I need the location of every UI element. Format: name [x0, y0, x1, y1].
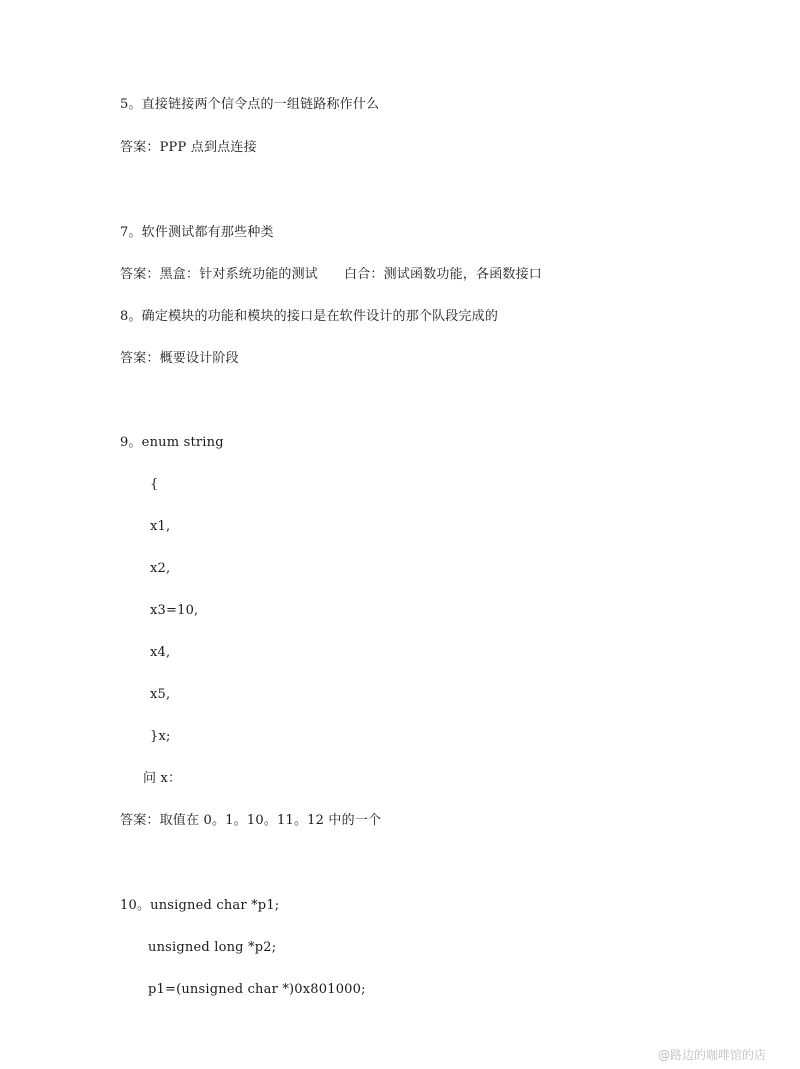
code-line: x2,	[150, 561, 171, 576]
question-9: 9。enum string	[120, 435, 224, 450]
answer-5: 答案：PPP 点到点连接	[120, 140, 257, 155]
watermark: @路边的咖啡馆的店	[657, 1048, 766, 1062]
answer-9: 答案：取值在 0。1。10。11。12 中的一个	[120, 813, 382, 828]
question-9-ask: 问 x：	[143, 771, 182, 786]
code-line: x5,	[150, 687, 171, 702]
code-line: unsigned long *p2;	[148, 940, 277, 955]
question-5: 5。直接链接两个信令点的一组链路称作什么	[120, 97, 380, 112]
code-line: {	[150, 477, 159, 492]
question-7: 7。软件测试都有那些种类	[120, 225, 274, 240]
code-line: }x;	[150, 729, 171, 744]
code-line: x4,	[150, 645, 171, 660]
code-line: x1,	[150, 519, 171, 534]
code-line: x3=10,	[150, 603, 199, 618]
question-10: 10。unsigned char *p1;	[120, 898, 280, 913]
question-8: 8。确定模块的功能和模块的接口是在软件设计的那个队段完成的	[120, 309, 499, 324]
answer-8: 答案：概要设计阶段	[120, 351, 239, 366]
answer-7: 答案：黑盒：针对系统功能的测试 白合：测试函数功能，各函数接口	[120, 267, 542, 282]
code-line: p1=(unsigned char *)0x801000;	[148, 982, 366, 997]
